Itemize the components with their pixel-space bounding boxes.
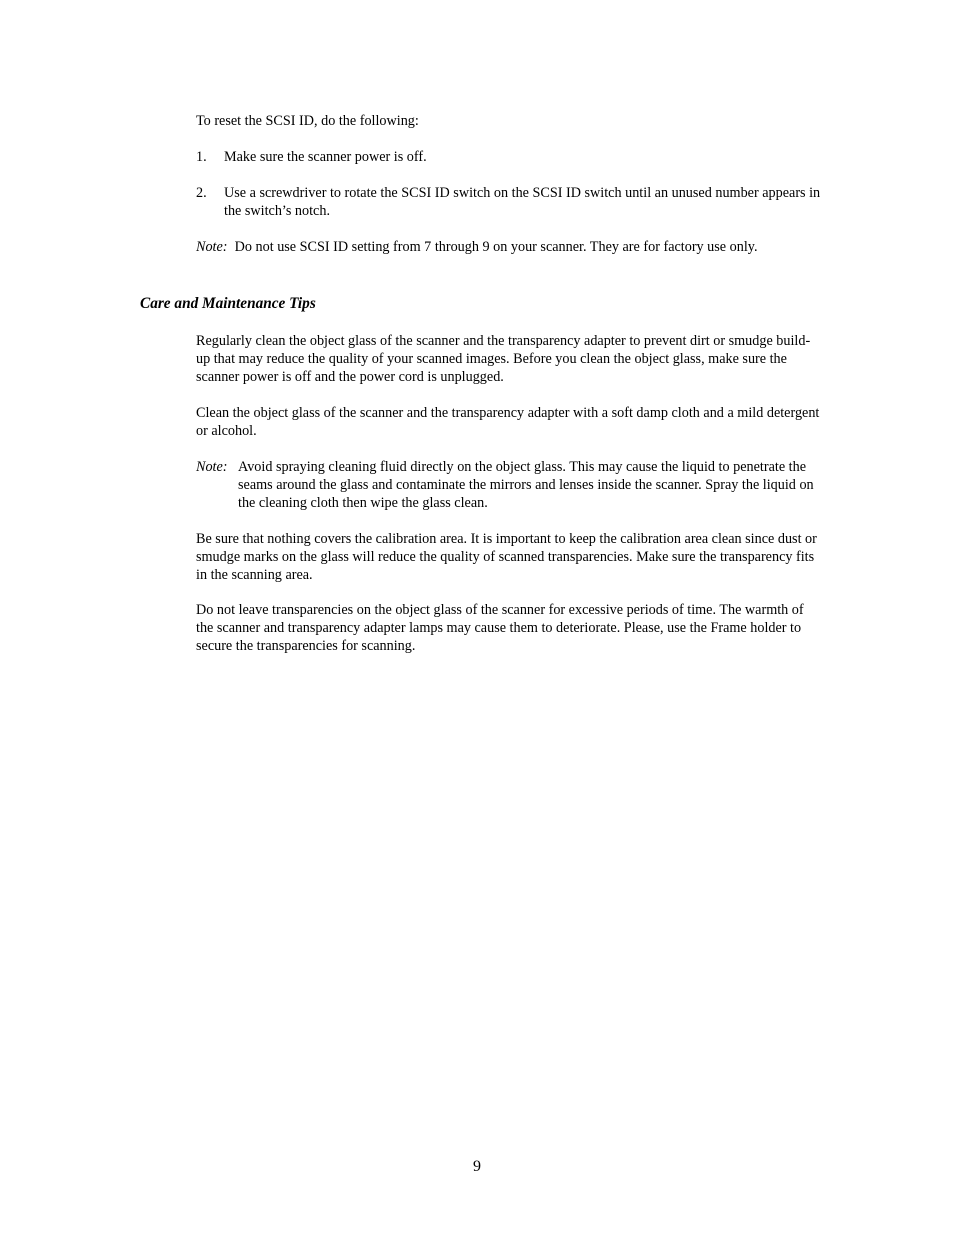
section-heading: Care and Maintenance Tips [140,295,316,312]
list-number: 1. [196,149,207,165]
list-text: Use a screwdriver to rotate the SCSI ID switch on the SCSI ID switch until an unused number appears in the switch’s notch. [224,185,821,219]
note-scsi [196,238,821,256]
list-number: 2. [196,185,207,201]
note-text: Avoid spraying cleaning fluid directly on the object glass. This may cause the liquid to penetrate the seams around the glass and contaminate the mirrors and lenses inside the scanner. Spray the liquid on the cleaning cloth then wipe the glass clean. [238,459,814,511]
paragraph-clean-regularly: Regularly clean the object glass of the scanner and the transparency adapter to prevent dirt or smudge build-up that may reduce the quality of your scanned images. Before you clean the object glass, make sure the scanner power is off and the power cord is unplugged. [196,333,811,385]
page-number: 9 [473,1158,481,1175]
note-text: Do not use SCSI ID setting from 7 through 9 on your scanner. They are for factory use only. [234,239,758,255]
intro-text: To reset the SCSI ID, do the following: [196,113,419,129]
paragraph-calibration: Be sure that nothing covers the calibration area. It is important to keep the calibration area clean since dust or smudge marks on the glass will reduce the quality of scanned transparencies. Make sure the transparency fits in the scanning area. [196,531,817,583]
note-label: Note: [196,459,228,475]
paragraph-clean-method: Clean the object glass of the scanner and the transparency adapter with a soft damp cloth and a mild detergent or alcohol. [196,405,820,439]
paragraph-transparencies: Do not leave transparencies on the object glass of the scanner for excessive periods of time. The warmth of the scanner and transparency adapter lamps may cause them to deteriorate. Please, use the Frame holder to secure the transparencies for scanning. [196,602,804,654]
note-label: Note: [196,239,228,255]
list-text: Make sure the scanner power is off. [224,149,427,165]
